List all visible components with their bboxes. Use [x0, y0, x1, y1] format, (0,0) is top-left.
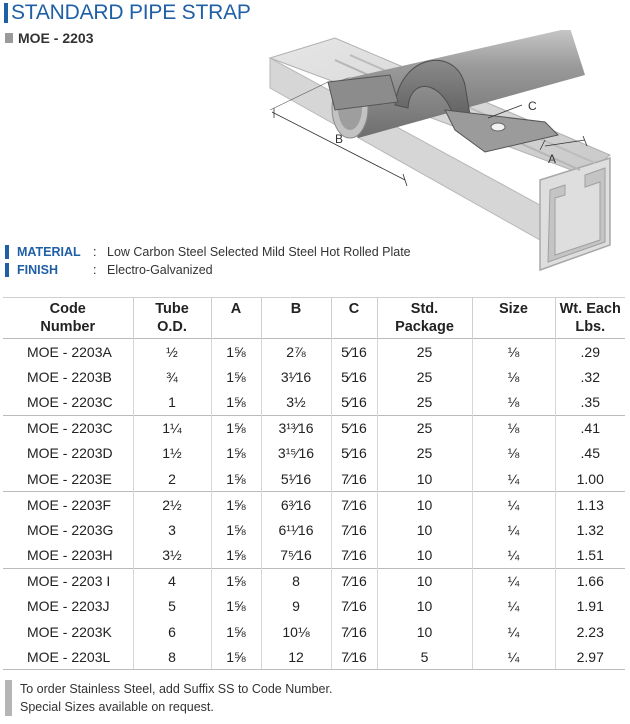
table-cell: 8: [133, 644, 211, 670]
table-cell: 10: [377, 466, 472, 492]
table-row: [3, 364, 625, 389]
table-row: [3, 619, 625, 644]
property-value: Electro-Galvanized: [107, 263, 213, 277]
table-cell: 1¼: [133, 415, 211, 441]
table-cell: ¼: [472, 644, 555, 670]
table-cell: 2⅞: [261, 339, 331, 365]
table-cell: 1⅝: [211, 339, 261, 365]
table-cell: 10: [377, 492, 472, 518]
table-cell: 2.23: [555, 619, 625, 644]
table-cell: 5⁄16: [331, 415, 377, 441]
table-cell: 1⅝: [211, 644, 261, 670]
column-header-line1: Std.: [410, 301, 439, 317]
column-header: [472, 298, 555, 339]
subtitle-text: MOE - 2203: [18, 30, 94, 46]
subtitle-marker: [5, 33, 13, 43]
column-header: [261, 298, 331, 339]
column-header-line1: B: [290, 301, 302, 317]
code-number-cell: MOE - 2203F: [3, 492, 133, 518]
code-number-cell: MOE - 2203C: [3, 415, 133, 441]
property-marker: [5, 263, 9, 277]
table-cell: 7⁄16: [331, 594, 377, 619]
code-number-cell: MOE - 2203J: [27, 598, 110, 615]
table-cell: 5⁄16: [331, 339, 377, 365]
code-number-cell: MOE - 2203H: [27, 547, 113, 564]
column-header-line2: Lbs.: [575, 319, 606, 335]
table-cell: ⅛: [472, 339, 555, 365]
table-body: [3, 339, 625, 670]
table-cell: 7⁄16: [331, 619, 377, 644]
table-cell: 6¹¹⁄16: [261, 517, 331, 542]
table-cell: ¼: [472, 466, 555, 492]
table-row: [3, 568, 625, 594]
product-code-heading: [5, 30, 93, 46]
table-cell: 1⅝: [211, 568, 261, 594]
table-cell: 7⁄16: [331, 517, 377, 542]
table-row: [3, 517, 625, 542]
footer-note-stainless: To order Stainless Steel, add Suffix SS to Code Number.: [20, 682, 333, 696]
dimension-label-c: C: [528, 99, 537, 113]
specifications-table: [3, 297, 625, 670]
strap-hole: [491, 123, 505, 131]
table-cell: 25: [377, 415, 472, 441]
table-cell: 7⁵⁄16: [261, 543, 331, 569]
code-number-cell: MOE - 2203D: [27, 445, 113, 462]
column-header-line2: Number: [40, 319, 96, 335]
footer-notes: [5, 680, 332, 716]
table-cell: 1½: [133, 441, 211, 466]
table-cell: 5: [377, 644, 472, 670]
table-cell: ¼: [472, 619, 555, 644]
table-cell: 6: [133, 619, 211, 644]
table-cell: ¼: [472, 568, 555, 594]
table-cell: ½: [133, 339, 211, 365]
table-cell: 3½: [261, 389, 331, 415]
table-cell: ⅛: [472, 415, 555, 441]
table-cell: 5¹⁄16: [261, 466, 331, 492]
table-row: [3, 441, 625, 466]
table-cell: 1.51: [555, 543, 625, 569]
title-text: STANDARD PIPE STRAP: [11, 1, 251, 24]
code-number-cell: MOE - 2203B: [27, 368, 112, 385]
table-cell: 1⅝: [211, 492, 261, 518]
table-cell: 2½: [133, 492, 211, 518]
table-row: [3, 339, 625, 365]
footer-note-special-sizes: Special Sizes available on request.: [20, 700, 214, 714]
code-number-cell: MOE - 2203K: [27, 623, 112, 640]
column-header-line2: [262, 318, 331, 336]
table-cell: 10: [377, 568, 472, 594]
table-cell: 3¹⁵⁄16: [261, 441, 331, 466]
table-cell: 8: [261, 568, 331, 594]
table-cell: 7⁄16: [331, 543, 377, 569]
table-cell: 3¹⁄16: [261, 364, 331, 389]
code-number-cell: MOE - 2203L: [3, 644, 133, 670]
table-cell: 5⁄16: [331, 389, 377, 415]
table-cell: 5: [133, 594, 211, 619]
page-title: [4, 0, 251, 26]
code-number-cell: MOE - 2203E: [27, 470, 112, 487]
table-row: [3, 389, 625, 415]
table-cell: .32: [555, 364, 625, 389]
property-colon: :: [93, 263, 97, 277]
column-header-line1: Code: [49, 301, 86, 317]
table-cell: 1⅝: [211, 619, 261, 644]
dimension-label-a: A: [548, 152, 557, 166]
table-cell: 2.97: [555, 644, 625, 670]
table-cell: 7⁄16: [331, 644, 377, 670]
table-cell: ¼: [472, 543, 555, 569]
table-cell: 3¹³⁄16: [261, 415, 331, 441]
column-header-line1: C: [348, 301, 360, 317]
table-cell: 1⅝: [211, 543, 261, 569]
table-cell: 1.91: [555, 594, 625, 619]
property-row-material: [5, 243, 411, 261]
column-header-line1: Size: [498, 301, 528, 317]
table-cell: 25: [377, 364, 472, 389]
table-cell: 3: [133, 517, 211, 542]
pipe-strap-illustration: [240, 30, 630, 275]
table-cell: ¾: [133, 364, 211, 389]
table-cell: 4: [133, 568, 211, 594]
code-number-cell: MOE - 2203C: [27, 393, 113, 410]
table-cell: .41: [555, 415, 625, 441]
column-header: [331, 298, 377, 339]
table-cell: 1⅝: [211, 441, 261, 466]
table-cell: 1⅝: [211, 517, 261, 542]
table-cell: 10: [377, 619, 472, 644]
table-cell: 9: [261, 594, 331, 619]
property-marker: [5, 245, 9, 259]
column-header-line2: O.D.: [157, 319, 187, 335]
table-cell: 10: [377, 517, 472, 542]
table-cell: ⅛: [472, 389, 555, 415]
table-cell: 10: [377, 594, 472, 619]
column-header-line2: [212, 318, 261, 336]
table-row: [3, 466, 625, 492]
property-label: MATERIAL: [17, 245, 81, 259]
column-header: [555, 298, 625, 339]
table-cell: 1⅝: [211, 364, 261, 389]
table-cell: ¼: [472, 594, 555, 619]
column-header: [3, 298, 133, 339]
table-cell: 7⁄16: [331, 492, 377, 518]
table-cell: 1⅝: [211, 466, 261, 492]
table-cell: 7⁄16: [331, 568, 377, 594]
column-header-line2: [473, 318, 555, 336]
column-header-line2: Package: [395, 319, 454, 335]
table-cell: 3½: [133, 543, 211, 569]
table-row: [3, 644, 625, 670]
code-number-cell: MOE - 2203 I: [3, 568, 133, 594]
table-cell: 25: [377, 441, 472, 466]
column-header-line1: Tube: [155, 301, 189, 317]
table-cell: 2: [133, 466, 211, 492]
table-cell: .45: [555, 441, 625, 466]
table-row: [3, 543, 625, 569]
column-header-line2: [332, 318, 377, 336]
table-cell: 1.13: [555, 492, 625, 518]
property-label: FINISH: [17, 263, 58, 277]
title-accent-bar: [4, 3, 8, 23]
table-cell: ¼: [472, 492, 555, 518]
property-value: Low Carbon Steel Selected Mild Steel Hot Rolled Plate: [107, 245, 411, 259]
footer-marker: [5, 680, 12, 716]
table-cell: 1⅝: [211, 415, 261, 441]
table-cell: 1.32: [555, 517, 625, 542]
table-cell: ¼: [472, 517, 555, 542]
code-number-cell: MOE - 2203G: [27, 521, 114, 538]
table-row: [3, 594, 625, 619]
table-cell: 25: [377, 389, 472, 415]
code-number-cell: MOE - 2203A: [3, 339, 133, 365]
table-cell: 1: [133, 389, 211, 415]
column-header: [377, 298, 472, 339]
table-cell: 1.66: [555, 568, 625, 594]
column-header: [133, 298, 211, 339]
table-cell: 12: [261, 644, 331, 670]
table-cell: ⅛: [472, 441, 555, 466]
column-header: [211, 298, 261, 339]
column-header-line1: Wt. Each: [559, 301, 621, 317]
property-colon: :: [93, 245, 97, 259]
table-row: [3, 415, 625, 441]
table-cell: 6³⁄16: [261, 492, 331, 518]
dimension-label-b: B: [335, 132, 344, 146]
table-cell: 5⁄16: [331, 364, 377, 389]
table-row: [3, 492, 625, 518]
table-cell: 10: [377, 543, 472, 569]
table-cell: 1⅝: [211, 389, 261, 415]
table-cell: 7⁄16: [331, 466, 377, 492]
table-header-row: [3, 298, 625, 339]
table-cell: 25: [377, 339, 472, 365]
property-row-finish: [5, 261, 411, 279]
table-cell: 5⁄16: [331, 441, 377, 466]
table-cell: 1.00: [555, 466, 625, 492]
table-cell: .35: [555, 389, 625, 415]
table-cell: 10⅛: [261, 619, 331, 644]
material-properties: [5, 243, 411, 279]
table-cell: .29: [555, 339, 625, 365]
table-cell: ⅛: [472, 364, 555, 389]
table-cell: 1⅝: [211, 594, 261, 619]
column-header-line1: A: [230, 301, 242, 317]
